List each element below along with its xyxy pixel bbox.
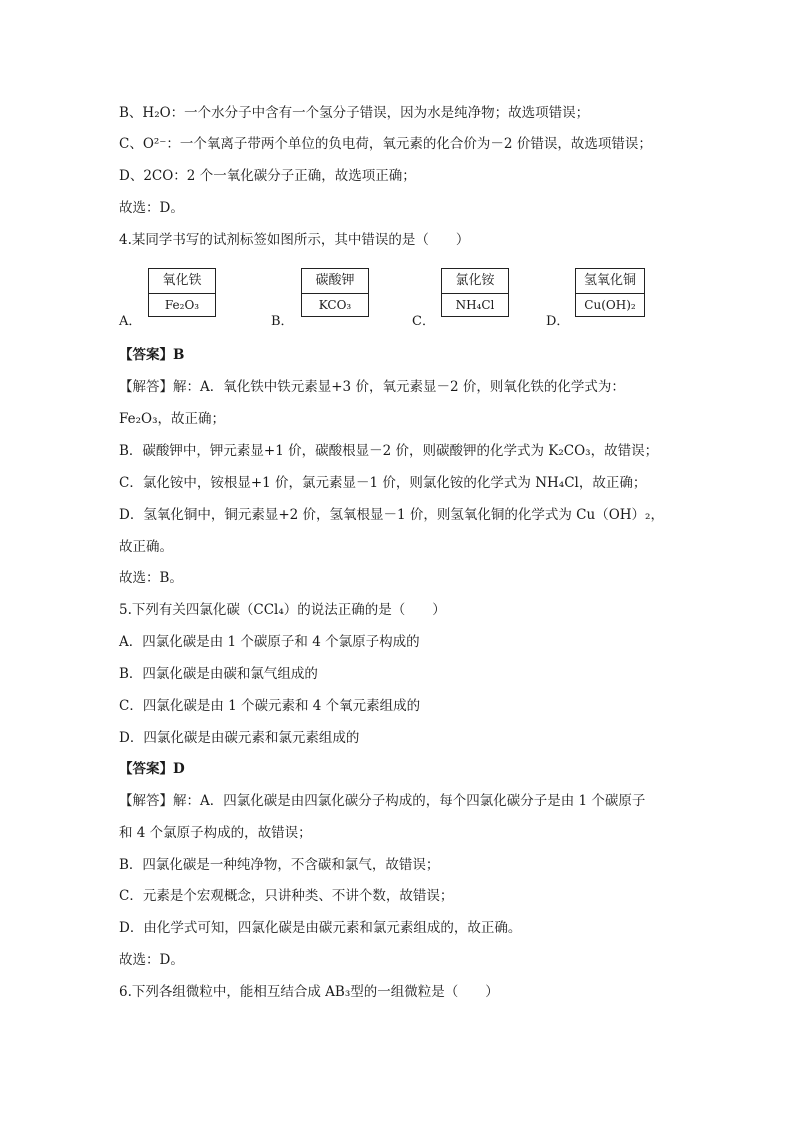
- explanation-5-line-4: C．元素是个宏观概念，只讲种类、不讲个数，故错误；: [119, 888, 454, 904]
- question-5-option-b: B．四氯化碳是由碳和氯气组成的: [119, 666, 318, 682]
- explanation-4-line-3: B．碳酸钾中，钾元素显+1 价，碳酸根显－2 价，则碳酸钾的化学式为 K₂CO₃，故错误；: [119, 443, 659, 459]
- reagent-name: 氢氧化铜: [576, 269, 644, 294]
- explanation-4-line-6: 故正确。: [119, 539, 173, 555]
- explanation-4-line-4: C．氯化铵中，铵根显+1 价，氯元素显－1 价，则氯化铵的化学式为 NH₄Cl，故正确；: [119, 475, 647, 491]
- reagent-name: 碳酸钾: [302, 269, 368, 294]
- explanation-5-line-2: 和 4 个氯原子构成的，故错误；: [119, 825, 312, 841]
- question-5-option-a: A．四氯化碳是由 1 个碳原子和 4 个氯原子构成的: [119, 634, 420, 650]
- question-4: 4.某同学书写的试剂标签如图所示，其中错误的是（ ）: [119, 232, 470, 248]
- reagent-label-c: [441, 268, 509, 317]
- reagent-formula: Cu(OH)₂: [584, 298, 636, 312]
- text-line-d-2co: D、2CO：2 个一氧化碳分子正确，故选项正确；: [119, 168, 416, 184]
- text-line-b-h2o: B、H₂O：一个水分子中含有一个氢分子错误，因为水是纯净物；故选项错误；: [119, 105, 590, 121]
- reagent-label-a: [148, 268, 216, 317]
- selection-5: 故选：D。: [119, 952, 184, 968]
- question-6: 6.下列各组微粒中，能相互结合成 AB₃型的一组微粒是（ ）: [119, 984, 499, 1000]
- question-5: 5.下列有关四氯化碳（CCl₄）的说法正确的是（ ）: [119, 602, 446, 618]
- explanation-5-line-5: D．由化学式可知，四氯化碳是由碳元素和氯元素组成的，故正确。: [119, 920, 522, 936]
- explanation-5-line-3: B．四氯化碳是一种纯净物，不含碳和氯气，故错误；: [119, 857, 440, 873]
- option-a-letter: A．: [119, 314, 142, 329]
- answer-5: 【答案】D: [119, 761, 185, 777]
- reagent-label-d: [575, 268, 645, 317]
- text-line-c-o2: C、O²⁻：一个氧离子带两个单位的负电荷，氧元素的化合价为－2 价错误，故选项错误；: [119, 136, 652, 152]
- option-b-letter: B．: [271, 314, 294, 329]
- reagent-formula: NH₄Cl: [455, 298, 495, 312]
- option-c-letter: C．: [412, 314, 435, 329]
- explanation-4-line-2: Fe₂O₃，故正确；: [119, 411, 226, 427]
- reagent-name: 氯化铵: [442, 269, 508, 294]
- text-line-select-d: 故选：D。: [119, 200, 184, 216]
- reagent-formula: Fe₂O₃: [164, 298, 200, 312]
- answer-4: 【答案】B: [119, 347, 185, 363]
- reagent-formula: KCO₃: [318, 298, 352, 312]
- question-5-option-c: C．四氯化碳是由 1 个碳元素和 4 个氧元素组成的: [119, 698, 421, 714]
- selection-4: 故选：B。: [119, 570, 183, 586]
- question-5-option-d: D．四氯化碳是由碳元素和氯元素组成的: [119, 730, 360, 746]
- explanation-5-line-1: 【解答】解：A．四氯化碳是由四氯化碳分子构成的，每个四氯化碳分子是由 1 个碳原子: [119, 793, 646, 809]
- option-d-letter: D．: [546, 314, 570, 329]
- reagent-label-b: [301, 268, 369, 317]
- explanation-4-line-1: 【解答】解：A．氧化铁中铁元素显+3 价，氧元素显－2 价，则氧化铁的化学式为：: [119, 379, 625, 395]
- reagent-name: 氧化铁: [149, 269, 215, 294]
- explanation-4-line-5: D．氢氧化铜中，铜元素显+2 价，氢氧根显－1 价，则氢氧化铜的化学式为 Cu（OH）₂，: [119, 507, 664, 523]
